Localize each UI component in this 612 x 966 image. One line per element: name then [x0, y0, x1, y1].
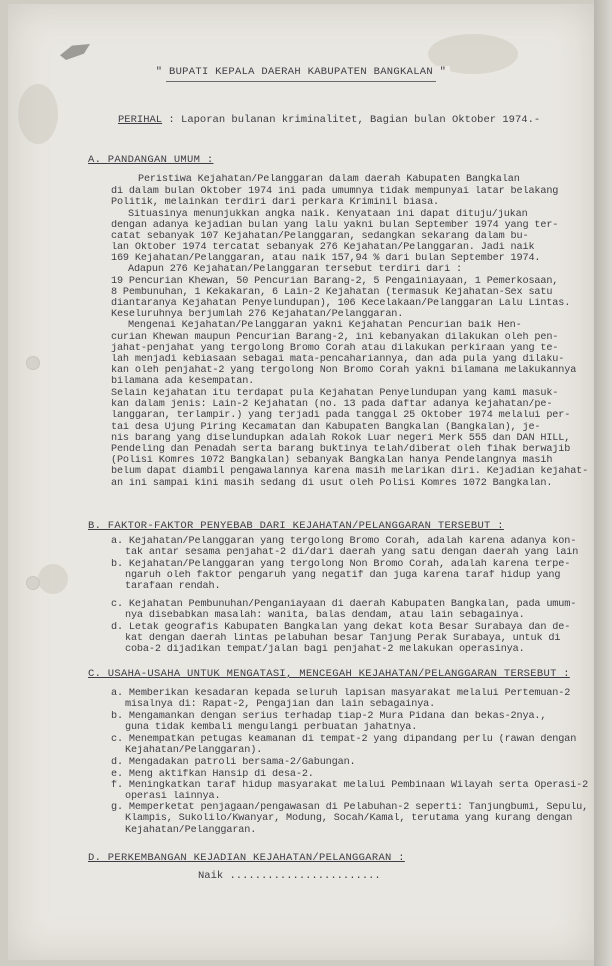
body-text-line: d. Letak geografis Kabupaten Bangkalan yang dekat kota Besar Surabaya dan de-	[111, 622, 571, 633]
body-text-line: Kejahatan/Pelanggaran).	[125, 745, 263, 756]
body-text-line: (Polisi Komres 1072 Bangkalan) sebanyak Bangkalan hanya Pendelangnya masih	[111, 455, 553, 466]
body-text-line: c. Kejahatan Pembunuhan/Penganiayaan di daerah Kabupaten Bangkalan, pada umum-	[111, 599, 577, 610]
body-text-line: guna tidak kembali mengulangi perbuatan jahatnya.	[125, 722, 418, 733]
body-text-line: bilamana ada kesempatan.	[111, 376, 255, 387]
letterhead-text: BUPATI KEPALA DAERAH KABUPATEN BANGKALAN	[168, 66, 434, 78]
section-a-title: A. PANDANGAN UMUM :	[88, 154, 214, 166]
body-text-line: tarafaan rendah.	[125, 581, 221, 592]
body-text-line: f. Meningkatkan taraf hidup masyarakat melalui Pembinaan Wilayah serta Operasi-2	[111, 780, 589, 791]
subject-text: : Laporan bulanan kriminalitet, Bagian bulan Oktober 1974.-	[168, 114, 541, 126]
body-text-line: coba-2 dijadikan tempat/jalan bagi penjahat-2 melakukan operasinya.	[125, 644, 525, 655]
body-text-line: Peristiwa Kejahatan/Pelanggaran dalam daerah Kabupaten Bangkalan	[138, 174, 520, 185]
body-text-line: 8 Pembunuhan, 1 Kekakaran, 6 Lain-2 Kejahatan (termasuk Kejahatan-Sex satu	[111, 287, 553, 298]
body-text-line: Pendeling dan Penadah serta barang buktinya telah/diberat oleh fihak berwajib	[111, 444, 571, 455]
body-text-line: di dalam bulan Oktober 1974 ini pada umumnya tidak mempunyai latar belakang	[111, 186, 559, 197]
scan-edge	[594, 0, 612, 966]
header-rule	[166, 81, 436, 82]
section-d-title: D. PERKEMBANGAN KEJADIAN KEJAHATAN/PELANGGARAN :	[88, 852, 405, 864]
body-text-line: a. Memberikan kesadaran kepada seluruh lapisan masyarakat melalui Pertemuan-2	[111, 688, 571, 699]
body-text-line: tai desa Ujung Piring Kecamatan dan Kabupaten Bangkalan (Bangkalan), je-	[111, 422, 541, 433]
subject-line	[118, 114, 540, 126]
body-text-line: g. Memperketat penjagaan/pengawasan di Pelabuhan-2 seperti: Tanjungbumi, Sepulu,	[111, 802, 589, 813]
body-text-line: Situasinya menunjukkan angka naik. Kenyataan ini dapat dituju/jukan	[128, 209, 528, 220]
body-text-line: d. Mengadakan patroli bersama-2/Gabungan.	[111, 757, 356, 768]
body-text-line: catat sebanyak 107 Kejahatan/Pelanggaran, sedangkan sekarang dalam bu-	[111, 231, 529, 242]
body-text-line: a. Kejahatan/Pelanggaran yang tergolong Bromo Corah, adalah karena adanya kon-	[111, 536, 577, 547]
section-c-title: C. USAHA-USAHA UNTUK MENGATASI, MENCEGAH KEJAHATAN/PELANGGARAN TERSEBUT :	[88, 668, 570, 680]
body-text-line: kan dalam jenis: Lain-2 Kejahatan (no. 13 pada daftar adanya kejahatan/pe-	[111, 399, 553, 410]
body-text-line: ngaruh oleh faktor pengaruh yang negatif dan juga karena taraf hidup yang	[125, 570, 561, 581]
body-text-line: tak antar sesama penjahat-2 di/dari daerah yang satu dengan daerah yang lain	[125, 547, 579, 558]
letterhead-title: " BUPATI KEPALA DAERAH KABUPATEN BANGKALAN "	[8, 66, 594, 82]
body-text-line: jahat-penjahat yang tergolong Bromo Corah atau dilakukan perkiraan yang te-	[111, 343, 559, 354]
body-text-line: misalnya di: Rapat-2, Pengajian dan lain sebagainya.	[125, 699, 436, 710]
body-text-line: kat dengan daerah lintas pelabuhan besar Tanjung Perak Surabaya, untuk di	[125, 633, 561, 644]
body-text-line: Politik, melainkan terdiri dari perkara Kriminil biasa.	[111, 197, 439, 208]
body-text-line: nya disebabkan masalah: wanita, balas dendam, atau lain sebagainya.	[125, 610, 525, 621]
body-text-line: nis barang yang diselundupkan adalah Rokok Luar negeri Merk 555 dan DAN HILL,	[111, 433, 571, 444]
body-text-line: c. Menempatkan petugas keamanan di tempat-2 yang dipandang perlu (rawan dengan	[111, 734, 577, 745]
body-text-line: Keseluruhnya berjumlah 276 Kejahatan/Pelanggaran.	[111, 309, 404, 320]
body-text-line: e. Meng aktifkan Hansip di desa-2.	[111, 769, 314, 780]
body-text-line: b. Mengamankan dengan serius terhadap tiap-2 Mura Pidana dan bekas-2nya.,	[111, 711, 547, 722]
subject-label: PERIHAL	[118, 114, 163, 126]
body-text-line: Adapun 276 Kejahatan/Pelanggaran tersebut terdiri dari :	[128, 264, 462, 275]
paper-stain	[38, 564, 68, 594]
punch-hole	[26, 576, 40, 590]
body-text-line: curian Khewan maupun Pencurian Barang-2, ini kebanyakan dilakukan oleh pen-	[111, 332, 559, 343]
body-text-line: langgaran, terlampir.) yang terjadi pada tanggal 25 Oktober 1974 melalui per-	[111, 410, 571, 421]
body-text-line: Kejahatan/Pelanggaran.	[125, 825, 257, 836]
body-text-line: lan Oktober 1974 tercatat sebanyak 276 Kejahatan/Pelanggaran. Jadi naik	[111, 242, 535, 253]
section-d-line: Naik ........................	[198, 870, 381, 882]
body-text-line: an ini sampai kini masih sedang di usut oleh Polisi Komres 1072 Bangkalan.	[111, 478, 553, 489]
body-text-line: b. Kejahatan/Pelanggaran yang tergolong Non Bromo Corah, adalah karena terpe-	[111, 559, 571, 570]
body-text-line: belum dapat diambil pengawalannya karena masih melarikan diri. Kejadian kejahat-	[111, 466, 589, 477]
body-text-line: operasi lainnya.	[125, 791, 221, 802]
body-text-line: dengan adanya kejadian bulan yang lalu yakni bulan September 1974 yang ter-	[111, 220, 559, 231]
document-page	[8, 4, 594, 960]
body-text-line: 169 Kejahatan/Pelanggaran, atau naik 157,94 % dari bulan September 1974.	[111, 253, 541, 264]
body-text-line: diantaranya Kejahatan Penyelundupan), 106 Kecelakaan/Pelanggaran Lalu Lintas.	[111, 298, 571, 309]
paper-tear	[60, 44, 90, 60]
paper-stain	[18, 84, 58, 144]
punch-hole	[26, 356, 40, 370]
body-text-line: Mengenai Kejahatan/Pelanggaran yakni Kejahatan Pencurian baik Hen-	[128, 320, 522, 331]
body-text-line: kan oleh penjahat-2 yang tergolong Non Bromo Corah yakni bilamana melakukannya	[111, 365, 577, 376]
body-text-line: Selain kejahatan itu terdapat pula Kejahatan Penyelundupan yang kami masuk-	[111, 388, 559, 399]
section-b-title: B. FAKTOR-FAKTOR PENYEBAB DARI KEJAHATAN/PELANGGARAN TERSEBUT :	[88, 520, 504, 532]
body-text-line: 19 Pencurian Khewan, 50 Pencurian Barang-2, 5 Pengainiayaan, 1 Pemerkosaan,	[111, 276, 559, 287]
body-text-line: lah menjadi kebiasaan sebagai mata-pencahariannya, dan ada pula yang dilaku-	[111, 354, 565, 365]
body-text-line: Klampis, Sukolilo/Kwanyar, Modung, Socah/Kamal, terutama yang kurang dengan	[125, 813, 573, 824]
